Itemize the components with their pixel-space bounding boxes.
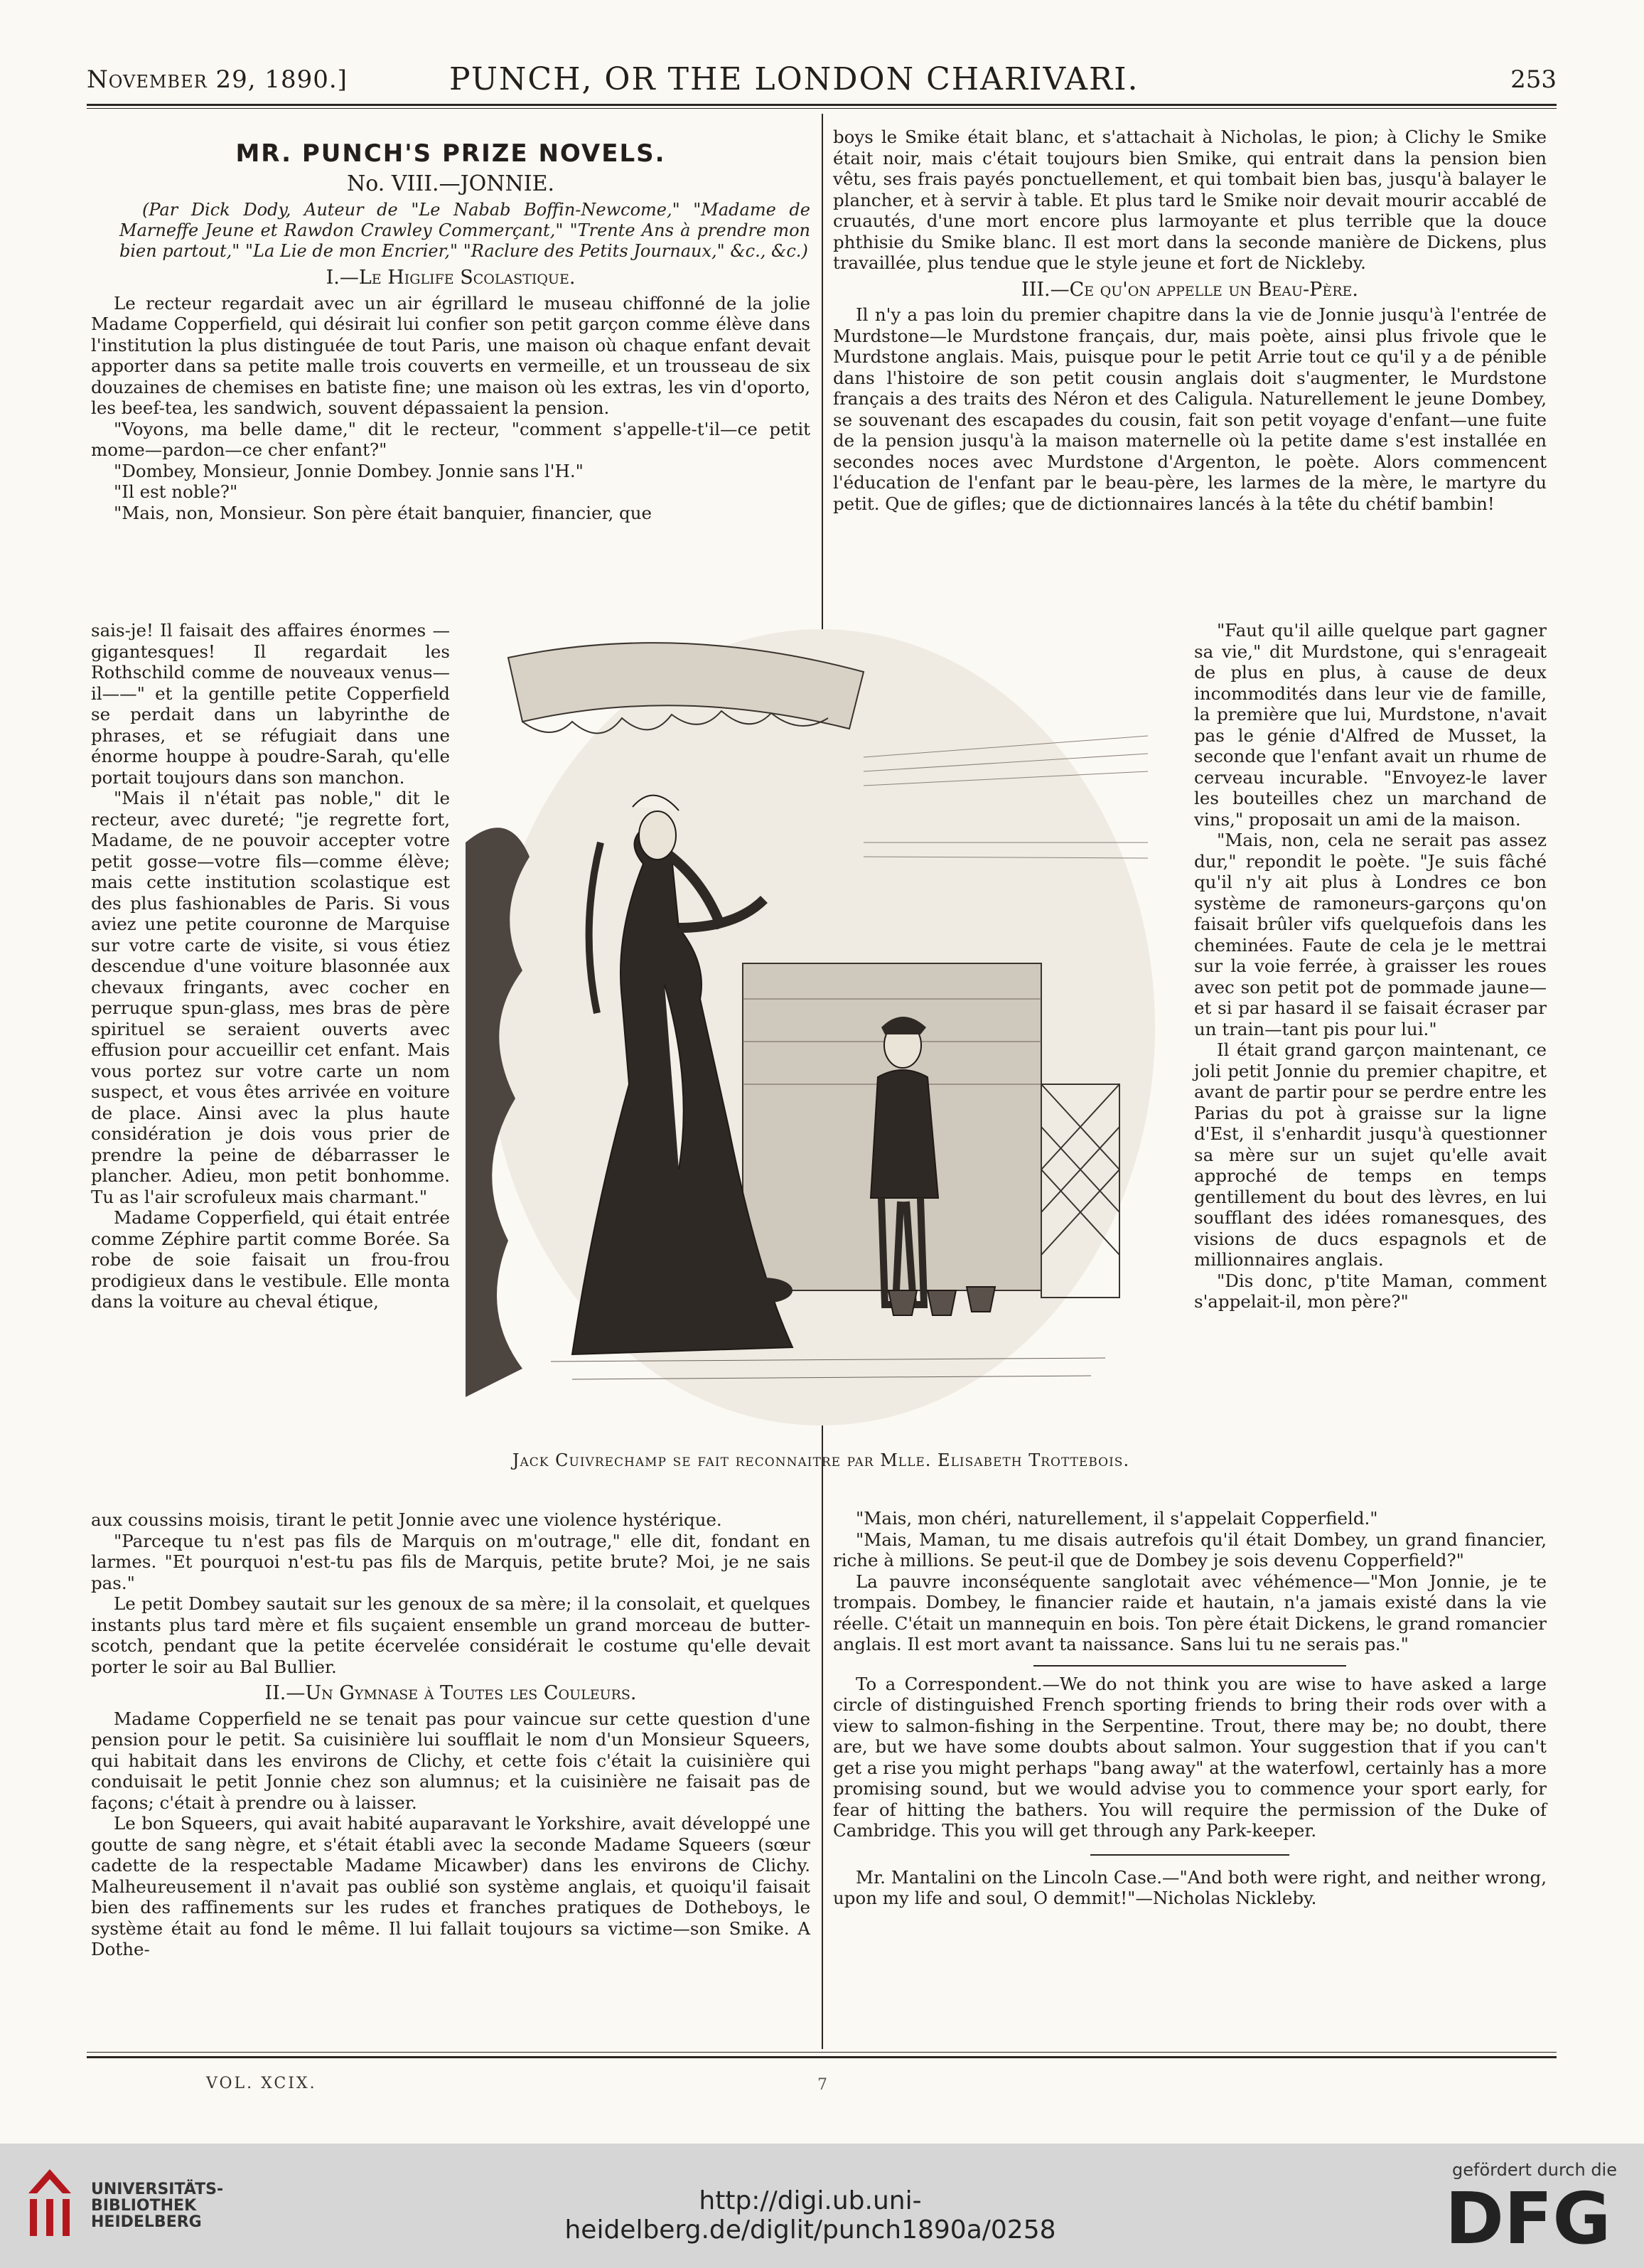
footer-rule-thin: [87, 2052, 1557, 2053]
paragraph: Le recteur regardait avec un air égrillard le museau chiffonné de la jolie Madame Copperfield, qui désirait lui confier son petit garçon comme élève dans l'institution la plus distinguée de tout Paris, une maison où chaque enfant devait apporter dans sa petite malle trois couverts en vermeille, et un trousseau de six douzaines de chemises en batiste fine; une maison où les extras, les vin d'oporto, les beef-tea, les sandwich, souvent dépassaient la pension.: [91, 292, 810, 418]
footer-rule: [87, 2056, 1557, 2058]
paragraph: La pauvre inconséquente sanglotait avec véhémence—"Mon Jonnie, je te trompais. Dombey, le financier raide et hautain, n'a jamais existé dans la vie réelle. C'était un mannequin en bois. Ton père était Dickens, le grand romancier anglais. Il est mort avant ta naissance. Sans lui tu ne serais pas.": [833, 1571, 1547, 1654]
paragraph: Le bon Squeers, qui avait habité auparavant le Yorkshire, avait développé une goutte de sang nègre, et s'était établi avec la seconde Madame Squeers (sœur cadette de la respectable Madame Micawber) dans les environs de Clichy. Malheureusement il n'avait pas oublié son système anglais, et quoiqu'il faisait bien des raffinements sur les rudes et franches pratiques de Dotheboys, le système était au fond le même. Il lui fallait toujours sa victime—son Smike. A Dothe-: [91, 1813, 810, 1959]
header-date: November 29, 1890.]: [87, 65, 348, 94]
permalink-url[interactable]: http://digi.ub.uni-heidelberg.de/diglit/punch1890a/0258: [564, 2186, 1056, 2245]
mantalini-note: Mr. Mantalini on the Lincoln Case.—"And both were right, and neither wrong, upon my life and soul, O demmit!"—Nicholas Nickleby.: [833, 1866, 1547, 1908]
section-heading-1: I.—Le Higlife Scolastique.: [326, 267, 576, 289]
left-column-top: [91, 137, 810, 523]
paragraph: Il était grand garçon maintenant, ce joli petit Jonnie du premier chapitre, et avant de partir pour se perdre entre les Parias du pot à graisse sur la ligne d'Est, il s'enhardit jusqu'à questionner sa mère sur un sujet qu'elle avait approché de temps en temps gentillement du bout des lèvres, en lui soufflant des idées romanesques, des visions de ducs espagnols et de millionnaires anglais.: [1194, 1039, 1547, 1270]
article-number: No. VIII.—JONNIE.: [346, 171, 555, 196]
paragraph: "Voyons, ma belle dame," dit le recteur, "comment s'appelle-t'il—ce petit mome—pardon—ce cher enfant?": [91, 418, 810, 460]
article-byline: (Par Dick Dody, Auteur de "Le Nabab Boffin-Newcome," "Madame de Marneffe Jeune et Rawdon Crawley Commerçant," "Trente Ans à prendre mon bien partout," "La Lie de mon Encrier," "Raclure des Petits Journaux," &c., &c.): [119, 200, 810, 261]
library-name-line: HEIDELBERG: [91, 2213, 202, 2231]
paragraph: "Il est noble?": [114, 481, 238, 502]
paragraph: Madame Copperfield ne se tenait pas pour vaincue sur cette question d'une pension pour le petit. Sa cuisinière lui soufflait le nom d'un Monsieur Squeers, qui habitait dans les environs de Clichy, et cette fois c'était la cuisinière qui conduisait le petit Jonnie chez son alumnus; et la cuisinière ne faisait pas de façons; c'était à prendre ou à laisser.: [91, 1708, 810, 1813]
left-column-bottom: [91, 1509, 810, 1960]
paragraph: "Parceque tu n'est pas fils de Marquis on m'outrage," elle dit, fondant en larmes. "Et pourquoi n'est-tu pas fils de Marquis, petite brute? Moi, je ne sais pas.": [91, 1530, 810, 1593]
paragraph: Madame Copperfield, qui était entrée comme Zéphire partit comme Borée. Sa robe de soie faisait un frou-frou prodigieux dans le vestibule. Elle monta dans la voiture au cheval étique,: [91, 1207, 450, 1312]
paragraph: "Dis donc, p'tite Maman, comment s'appelait-il, mon père?": [1194, 1270, 1547, 1312]
page-number: 253: [1510, 65, 1557, 94]
paragraph: "Mais il n'était pas noble," dit le recteur, avec dureté; "je regrette fort, Madame, de ne pouvoir accepter votre petit gosse—votre fils—comme élève; mais cette institution scolastique est des plus fashionables de Paris. Si vous aviez une petite couronne de Marquise sur votre carte de visite, si vous étiez descendue d'une voiture blasonnée aux chevaux fringants, avec cocher en perruque spun-glass, mes bras de père spirituel se seraient ouverts avec effusion pour accueillir cet enfant. Mais vous portez sur votre carte un nom suspect, et vous êtes arrivée en voiture de place. Ainsi avec la plus haute considération je dois vous prier de prendre la peine de débarrasser le plancher. Adieu, mon petit bonhomme. Tu as l'air scrofuleux mais charmant.": [91, 788, 450, 1207]
illustration: [466, 629, 1180, 1468]
paragraph: "Mais, non, cela ne serait pas assez dur," repondit le poète. "Je suis fâché qu'il n'y ait plus à Londres ce bon système de ramoneurs-garçons qu'on faisait brûler vifs quelquefois dans les cheminées. Faute de cela je le mettrai sur la voie ferrée, à graisser les roues avec son petit pot de pommade jaune—et si par hasard il se faisait écraser par un train—tant pis pour lui.": [1194, 830, 1547, 1039]
engraving-illustration: [466, 629, 1180, 1468]
volume-mark: VOL. XCIX.: [206, 2075, 317, 2092]
paragraph: Le petit Dombey sautait sur les genoux de sa mère; il la consolait, et quelques instants plus tard mère et fils suçaient ensemble un grand morceau de butter-scotch, pendant que la petite écervelée considérait le costume qu'elle devait porter le soir au Bal Bullier.: [91, 1593, 810, 1677]
library-name-line: UNIVERSITÄTS-: [91, 2181, 224, 2198]
header-title: PUNCH, OR THE LONDON CHARIVARI.: [449, 61, 1139, 97]
paragraph: "Faut qu'il aille quelque part gagner sa vie," dit Murdstone, qui s'enrageait de plus en plus, à cause de deux incommodités dans leur vie de famille, la première que lui, Murdstone, n'avait pas le génie d'Alfred de Musset, la seconde que l'enfant avait un rhume de cerveau incurable. "Envoyez-le laver les bouteilles chez un marchand de vins," proposait un ami de la maison.: [1194, 620, 1547, 830]
article-heading: MR. PUNCH'S PRIZE NOVELS.: [235, 139, 666, 168]
section-heading-2: II.—Un Gymnase à Toutes les Couleurs.: [264, 1682, 637, 1704]
right-column-bottom: [833, 1508, 1547, 1909]
dfg-logo-text: DFG: [1445, 2177, 1611, 2254]
signature-mark: 7: [817, 2076, 827, 2094]
paragraph: "Mais, Maman, tu me disais autrefois qu'il était Dombey, un grand financier, riche à millions. Se peut-il que de Dombey je sois devenu Copperfield?": [833, 1529, 1547, 1571]
divider: [1090, 1854, 1289, 1856]
illustration-caption: Jack Cuivrechamp se fait reconnaitre par Mlle. Elisabeth Trottebois.: [512, 1450, 1130, 1470]
section-heading-3: III.—Ce qu'on appelle un Beau-Père.: [1021, 278, 1358, 301]
library-name: [91, 2181, 223, 2230]
paragraph: "Mais, mon chéri, naturellement, il s'appelait Copperfield.": [856, 1508, 1378, 1529]
correspondent-note: To a Correspondent.—We do not think you are wise to have asked a large circle of distinguished French sporting friends to bring their rods over with a view to salmon-fishing in the Serpentine. Trout, there may be; no doubt, there are, but we have some doubts about salmon. Your suggestion that if you can't get a rise you might perhaps "bang away" at the waterfowl, certainly has a more promising sound, but we would advise you to commence your sport early, for fear of hitting the bathers. You will require the permission of the Duke of Cambridge. This you will get through any Park-keeper.: [833, 1673, 1547, 1841]
library-name-line: BIBLIOTHEK: [91, 2197, 197, 2215]
header-rule: [87, 104, 1557, 106]
funded-by-label: gefördert durch die: [1452, 2160, 1617, 2180]
paragraph: aux coussins moisis, tirant le petit Jonnie avec une violence hystérique.: [91, 1509, 722, 1530]
right-column-top: [833, 127, 1547, 514]
page-header: [87, 61, 1557, 97]
paragraph: "Mais, non, Monsieur. Son père était banquier, financier, que: [114, 502, 652, 523]
paragraph: Il n'y a pas loin du premier chapitre dans la vie de Jonnie jusqu'à l'entrée de Murdstone—le Murdstone français, dur, mais poète, ainsi plus frivole que le Murdstone anglais. Mais, puisque pour le petit Arrie tout ce qu'il y a de pénible dans l'histoire de son petit cousin anglais doit s'augmenter, le Murdstone français a des traits des Néron et des Caligula. Naturellement le jeune Dombey, se souvenant des escapades du cousin, fait son petit voyage d'enfant—une fuite de la pension jusqu'à la maison maternelle où la petite dame s'est installée en secondes noces avec Murdstone d'Argenton, le poète. Alors commencent l'éducation de l'enfant par le beau-père, les larmes de la mère, le martyre du petit. Que de gifles; que de dictionnaires lancés à la tête du chétif bambin!: [833, 304, 1547, 514]
heidelberg-library-logo-icon: [21, 2165, 78, 2243]
paragraph: "Dombey, Monsieur, Jonnie Dombey. Jonnie sans l'H.": [114, 460, 584, 481]
paragraph: sais-je! Il faisait des affaires énormes — gigantesques! Il regardait les Rothschild comme de nouveaux venus—il——" et la gentille petite Copperfield se perdait dans un labyrinthe de phrases, et se réfugiait dans une énorme houppe à poudre-Sarah, qu'elle portait toujours dans son manchon.: [91, 620, 450, 788]
paragraph: boys le Smike était blanc, et s'attachait à Nicholas, le pion; à Clichy le Smike était noir, mais c'était toujours bien Smike, qui entrait dans la pension bien vêtu, ses frais payés ponctuellement, et qui tombait bien bas, jusqu'à balayer le plancher, et à servir à table. Et plus tard le Smike noir devait mourir accablé de cruautés, d'une mort encore plus larmoyante et plus terrible que la douce phthisie du Smike blanc. Il est mort dans la seconde manière de Dickens, plus travaillée, plus tendue que le style jeune et fort de Nickleby.: [833, 127, 1547, 273]
left-column-narrow: [91, 620, 450, 1312]
divider: [1033, 1665, 1346, 1667]
right-column-narrow: [1194, 620, 1547, 1312]
header-rule-thin: [87, 108, 1557, 109]
dfg-logo: [1445, 2176, 1623, 2254]
